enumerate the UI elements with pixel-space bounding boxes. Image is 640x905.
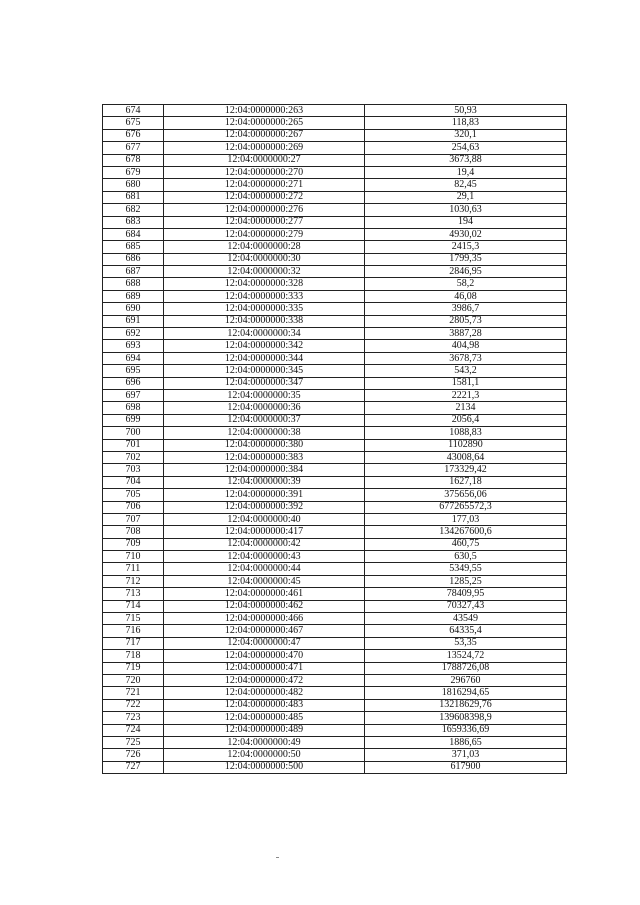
row-number-cell: 717 — [103, 637, 164, 649]
table-row — [103, 191, 567, 203]
value-cell: 1088,83 — [365, 427, 567, 439]
table-row — [103, 389, 567, 401]
row-number-cell: 710 — [103, 551, 164, 563]
value-cell: 1816294,65 — [365, 687, 567, 699]
row-number-cell: 711 — [103, 563, 164, 575]
row-number-cell: 705 — [103, 489, 164, 501]
row-number-cell: 720 — [103, 674, 164, 686]
table-row — [103, 451, 567, 463]
cadastral-number-cell: 12:04:0000000:417 — [164, 526, 365, 538]
row-number-cell: 685 — [103, 241, 164, 253]
value-cell: 194 — [365, 216, 567, 228]
cadastral-number-cell: 12:04:0000000:34 — [164, 328, 365, 340]
row-number-cell: 716 — [103, 625, 164, 637]
cadastral-number-cell: 12:04:0000000:345 — [164, 365, 365, 377]
cadastral-number-cell: 12:04:0000000:342 — [164, 340, 365, 352]
value-cell: 53,35 — [365, 637, 567, 649]
cadastral-number-cell: 12:04:0000000:391 — [164, 489, 365, 501]
table-row — [103, 712, 567, 724]
table-row — [103, 154, 567, 166]
value-cell: 617900 — [365, 761, 567, 773]
table-row — [103, 563, 567, 575]
table-row — [103, 724, 567, 736]
value-cell: 82,45 — [365, 179, 567, 191]
table-row — [103, 377, 567, 389]
row-number-cell: 725 — [103, 736, 164, 748]
table-row — [103, 402, 567, 414]
value-cell: 29,1 — [365, 191, 567, 203]
cadastral-number-cell: 12:04:0000000:347 — [164, 377, 365, 389]
value-cell: 1581,1 — [365, 377, 567, 389]
value-cell: 1030,63 — [365, 204, 567, 216]
cadastral-number-cell: 12:04:0000000:344 — [164, 352, 365, 364]
cadastral-number-cell: 12:04:0000000:467 — [164, 625, 365, 637]
table-row — [103, 340, 567, 352]
row-number-cell: 697 — [103, 389, 164, 401]
row-number-cell: 688 — [103, 278, 164, 290]
value-cell: 139608398,9 — [365, 712, 567, 724]
row-number-cell: 683 — [103, 216, 164, 228]
table-row — [103, 179, 567, 191]
value-cell: 1788726,08 — [365, 662, 567, 674]
cadastral-number-cell: 12:04:0000000:328 — [164, 278, 365, 290]
row-number-cell: 722 — [103, 699, 164, 711]
value-cell: 173329,42 — [365, 464, 567, 476]
cadastral-number-cell: 12:04:0000000:38 — [164, 427, 365, 439]
cadastral-number-cell: 12:04:0000000:483 — [164, 699, 365, 711]
value-cell: 3678,73 — [365, 352, 567, 364]
table-row — [103, 662, 567, 674]
cadastral-number-cell: 12:04:0000000:42 — [164, 538, 365, 550]
cadastral-number-cell: 12:04:0000000:276 — [164, 204, 365, 216]
table-row — [103, 328, 567, 340]
value-cell: 118,83 — [365, 117, 567, 129]
row-number-cell: 715 — [103, 613, 164, 625]
value-cell: 254,63 — [365, 142, 567, 154]
row-number-cell: 702 — [103, 451, 164, 463]
cadastral-number-cell: 12:04:0000000:265 — [164, 117, 365, 129]
table-row — [103, 290, 567, 302]
cadastral-number-cell: 12:04:0000000:32 — [164, 266, 365, 278]
table-row — [103, 105, 567, 117]
cadastral-number-cell: 12:04:0000000:43 — [164, 551, 365, 563]
value-cell: 371,03 — [365, 749, 567, 761]
value-cell: 70327,43 — [365, 600, 567, 612]
cadastral-number-cell: 12:04:0000000:470 — [164, 650, 365, 662]
table-row — [103, 414, 567, 426]
table-row — [103, 674, 567, 686]
cadastral-number-cell: 12:04:0000000:338 — [164, 315, 365, 327]
value-cell: 2846,95 — [365, 266, 567, 278]
cadastral-number-cell: 12:04:0000000:489 — [164, 724, 365, 736]
table-row — [103, 736, 567, 748]
cadastral-number-cell: 12:04:0000000:500 — [164, 761, 365, 773]
scan-speck — [276, 857, 279, 858]
value-cell: 1659336,69 — [365, 724, 567, 736]
value-cell: 1285,25 — [365, 575, 567, 587]
table-row — [103, 551, 567, 563]
table-row — [103, 315, 567, 327]
table-row — [103, 166, 567, 178]
table-row — [103, 489, 567, 501]
row-number-cell: 679 — [103, 166, 164, 178]
cadastral-number-cell: 12:04:0000000:44 — [164, 563, 365, 575]
cadastral-number-cell: 12:04:0000000:380 — [164, 439, 365, 451]
cadastral-number-cell: 12:04:0000000:263 — [164, 105, 365, 117]
table-row — [103, 365, 567, 377]
table-row — [103, 427, 567, 439]
row-number-cell: 700 — [103, 427, 164, 439]
cadastral-number-cell: 12:04:0000000:279 — [164, 228, 365, 240]
value-cell: 13218629,76 — [365, 699, 567, 711]
table-row — [103, 501, 567, 513]
row-number-cell: 687 — [103, 266, 164, 278]
row-number-cell: 690 — [103, 303, 164, 315]
value-cell: 296760 — [365, 674, 567, 686]
row-number-cell: 719 — [103, 662, 164, 674]
value-cell: 177,03 — [365, 513, 567, 525]
row-number-cell: 726 — [103, 749, 164, 761]
table-row — [103, 216, 567, 228]
value-cell: 19,4 — [365, 166, 567, 178]
row-number-cell: 689 — [103, 290, 164, 302]
table-row — [103, 204, 567, 216]
table-row — [103, 228, 567, 240]
cadastral-number-cell: 12:04:0000000:40 — [164, 513, 365, 525]
row-number-cell: 723 — [103, 712, 164, 724]
row-number-cell: 706 — [103, 501, 164, 513]
value-cell: 2805,73 — [365, 315, 567, 327]
cadastral-number-cell: 12:04:0000000:28 — [164, 241, 365, 253]
row-number-cell: 695 — [103, 365, 164, 377]
row-number-cell: 676 — [103, 129, 164, 141]
row-number-cell: 684 — [103, 228, 164, 240]
row-number-cell: 708 — [103, 526, 164, 538]
value-cell: 677265572,3 — [365, 501, 567, 513]
value-cell: 2415,3 — [365, 241, 567, 253]
cadastral-number-cell: 12:04:0000000:269 — [164, 142, 365, 154]
value-cell: 3986,7 — [365, 303, 567, 315]
value-cell: 1799,35 — [365, 253, 567, 265]
row-number-cell: 712 — [103, 575, 164, 587]
table-body — [103, 105, 567, 774]
cadastral-number-cell: 12:04:0000000:39 — [164, 476, 365, 488]
value-cell: 46,08 — [365, 290, 567, 302]
value-cell: 50,93 — [365, 105, 567, 117]
value-cell: 320,1 — [365, 129, 567, 141]
cadastral-number-cell: 12:04:0000000:30 — [164, 253, 365, 265]
value-cell: 2134 — [365, 402, 567, 414]
cadastral-number-cell: 12:04:0000000:482 — [164, 687, 365, 699]
row-number-cell: 701 — [103, 439, 164, 451]
cadastral-value-table — [102, 104, 567, 774]
value-cell: 58,2 — [365, 278, 567, 290]
row-number-cell: 681 — [103, 191, 164, 203]
row-number-cell: 721 — [103, 687, 164, 699]
value-cell: 1627,18 — [365, 476, 567, 488]
row-number-cell: 680 — [103, 179, 164, 191]
table-row — [103, 575, 567, 587]
row-number-cell: 727 — [103, 761, 164, 773]
cadastral-number-cell: 12:04:0000000:461 — [164, 588, 365, 600]
row-number-cell: 713 — [103, 588, 164, 600]
table-row — [103, 266, 567, 278]
row-number-cell: 678 — [103, 154, 164, 166]
row-number-cell: 696 — [103, 377, 164, 389]
value-cell: 64335,4 — [365, 625, 567, 637]
value-cell: 3887,28 — [365, 328, 567, 340]
row-number-cell: 694 — [103, 352, 164, 364]
table-row — [103, 241, 567, 253]
table-row — [103, 761, 567, 773]
value-cell: 543,2 — [365, 365, 567, 377]
table-row — [103, 303, 567, 315]
row-number-cell: 714 — [103, 600, 164, 612]
value-cell: 1886,65 — [365, 736, 567, 748]
table-row — [103, 464, 567, 476]
value-cell: 630,5 — [365, 551, 567, 563]
cadastral-number-cell: 12:04:0000000:277 — [164, 216, 365, 228]
row-number-cell: 675 — [103, 117, 164, 129]
cadastral-number-cell: 12:04:0000000:383 — [164, 451, 365, 463]
row-number-cell: 682 — [103, 204, 164, 216]
table-row — [103, 142, 567, 154]
value-cell: 3673,88 — [365, 154, 567, 166]
row-number-cell: 692 — [103, 328, 164, 340]
value-cell: 43549 — [365, 613, 567, 625]
table-row — [103, 687, 567, 699]
cadastral-number-cell: 12:04:0000000:27 — [164, 154, 365, 166]
table-row — [103, 699, 567, 711]
cadastral-number-cell: 12:04:0000000:271 — [164, 179, 365, 191]
value-cell: 1102890 — [365, 439, 567, 451]
table-row — [103, 588, 567, 600]
cadastral-number-cell: 12:04:0000000:384 — [164, 464, 365, 476]
cadastral-number-cell: 12:04:0000000:466 — [164, 613, 365, 625]
cadastral-number-cell: 12:04:0000000:35 — [164, 389, 365, 401]
cadastral-number-cell: 12:04:0000000:333 — [164, 290, 365, 302]
row-number-cell: 724 — [103, 724, 164, 736]
table-row — [103, 650, 567, 662]
value-cell: 134267600,6 — [365, 526, 567, 538]
table-row — [103, 637, 567, 649]
row-number-cell: 674 — [103, 105, 164, 117]
cadastral-number-cell: 12:04:0000000:37 — [164, 414, 365, 426]
row-number-cell: 709 — [103, 538, 164, 550]
table-row — [103, 625, 567, 637]
value-cell: 13524,72 — [365, 650, 567, 662]
value-cell: 460,75 — [365, 538, 567, 550]
table-row — [103, 129, 567, 141]
table-row — [103, 526, 567, 538]
cadastral-number-cell: 12:04:0000000:462 — [164, 600, 365, 612]
row-number-cell: 718 — [103, 650, 164, 662]
row-number-cell: 677 — [103, 142, 164, 154]
value-cell: 43008,64 — [365, 451, 567, 463]
cadastral-number-cell: 12:04:0000000:45 — [164, 575, 365, 587]
cadastral-number-cell: 12:04:0000000:392 — [164, 501, 365, 513]
table-row — [103, 278, 567, 290]
cadastral-number-cell: 12:04:0000000:267 — [164, 129, 365, 141]
cadastral-number-cell: 12:04:0000000:50 — [164, 749, 365, 761]
value-cell: 404,98 — [365, 340, 567, 352]
value-cell: 5349,55 — [365, 563, 567, 575]
table-row — [103, 613, 567, 625]
row-number-cell: 707 — [103, 513, 164, 525]
table-row — [103, 253, 567, 265]
cadastral-number-cell: 12:04:0000000:36 — [164, 402, 365, 414]
table-row — [103, 600, 567, 612]
cadastral-number-cell: 12:04:0000000:335 — [164, 303, 365, 315]
row-number-cell: 699 — [103, 414, 164, 426]
value-cell: 375656,06 — [365, 489, 567, 501]
row-number-cell: 693 — [103, 340, 164, 352]
table-row — [103, 476, 567, 488]
cadastral-number-cell: 12:04:0000000:270 — [164, 166, 365, 178]
table-row — [103, 117, 567, 129]
row-number-cell: 691 — [103, 315, 164, 327]
cadastral-number-cell: 12:04:0000000:272 — [164, 191, 365, 203]
row-number-cell: 703 — [103, 464, 164, 476]
value-cell: 4930,02 — [365, 228, 567, 240]
table-row — [103, 352, 567, 364]
value-cell: 2221,3 — [365, 389, 567, 401]
cadastral-number-cell: 12:04:0000000:471 — [164, 662, 365, 674]
table-row — [103, 749, 567, 761]
table-row — [103, 538, 567, 550]
table-row — [103, 513, 567, 525]
value-cell: 2056,4 — [365, 414, 567, 426]
row-number-cell: 704 — [103, 476, 164, 488]
table-row — [103, 439, 567, 451]
cadastral-number-cell: 12:04:0000000:47 — [164, 637, 365, 649]
value-cell: 78409,95 — [365, 588, 567, 600]
row-number-cell: 686 — [103, 253, 164, 265]
cadastral-number-cell: 12:04:0000000:472 — [164, 674, 365, 686]
cadastral-number-cell: 12:04:0000000:49 — [164, 736, 365, 748]
row-number-cell: 698 — [103, 402, 164, 414]
cadastral-number-cell: 12:04:0000000:485 — [164, 712, 365, 724]
